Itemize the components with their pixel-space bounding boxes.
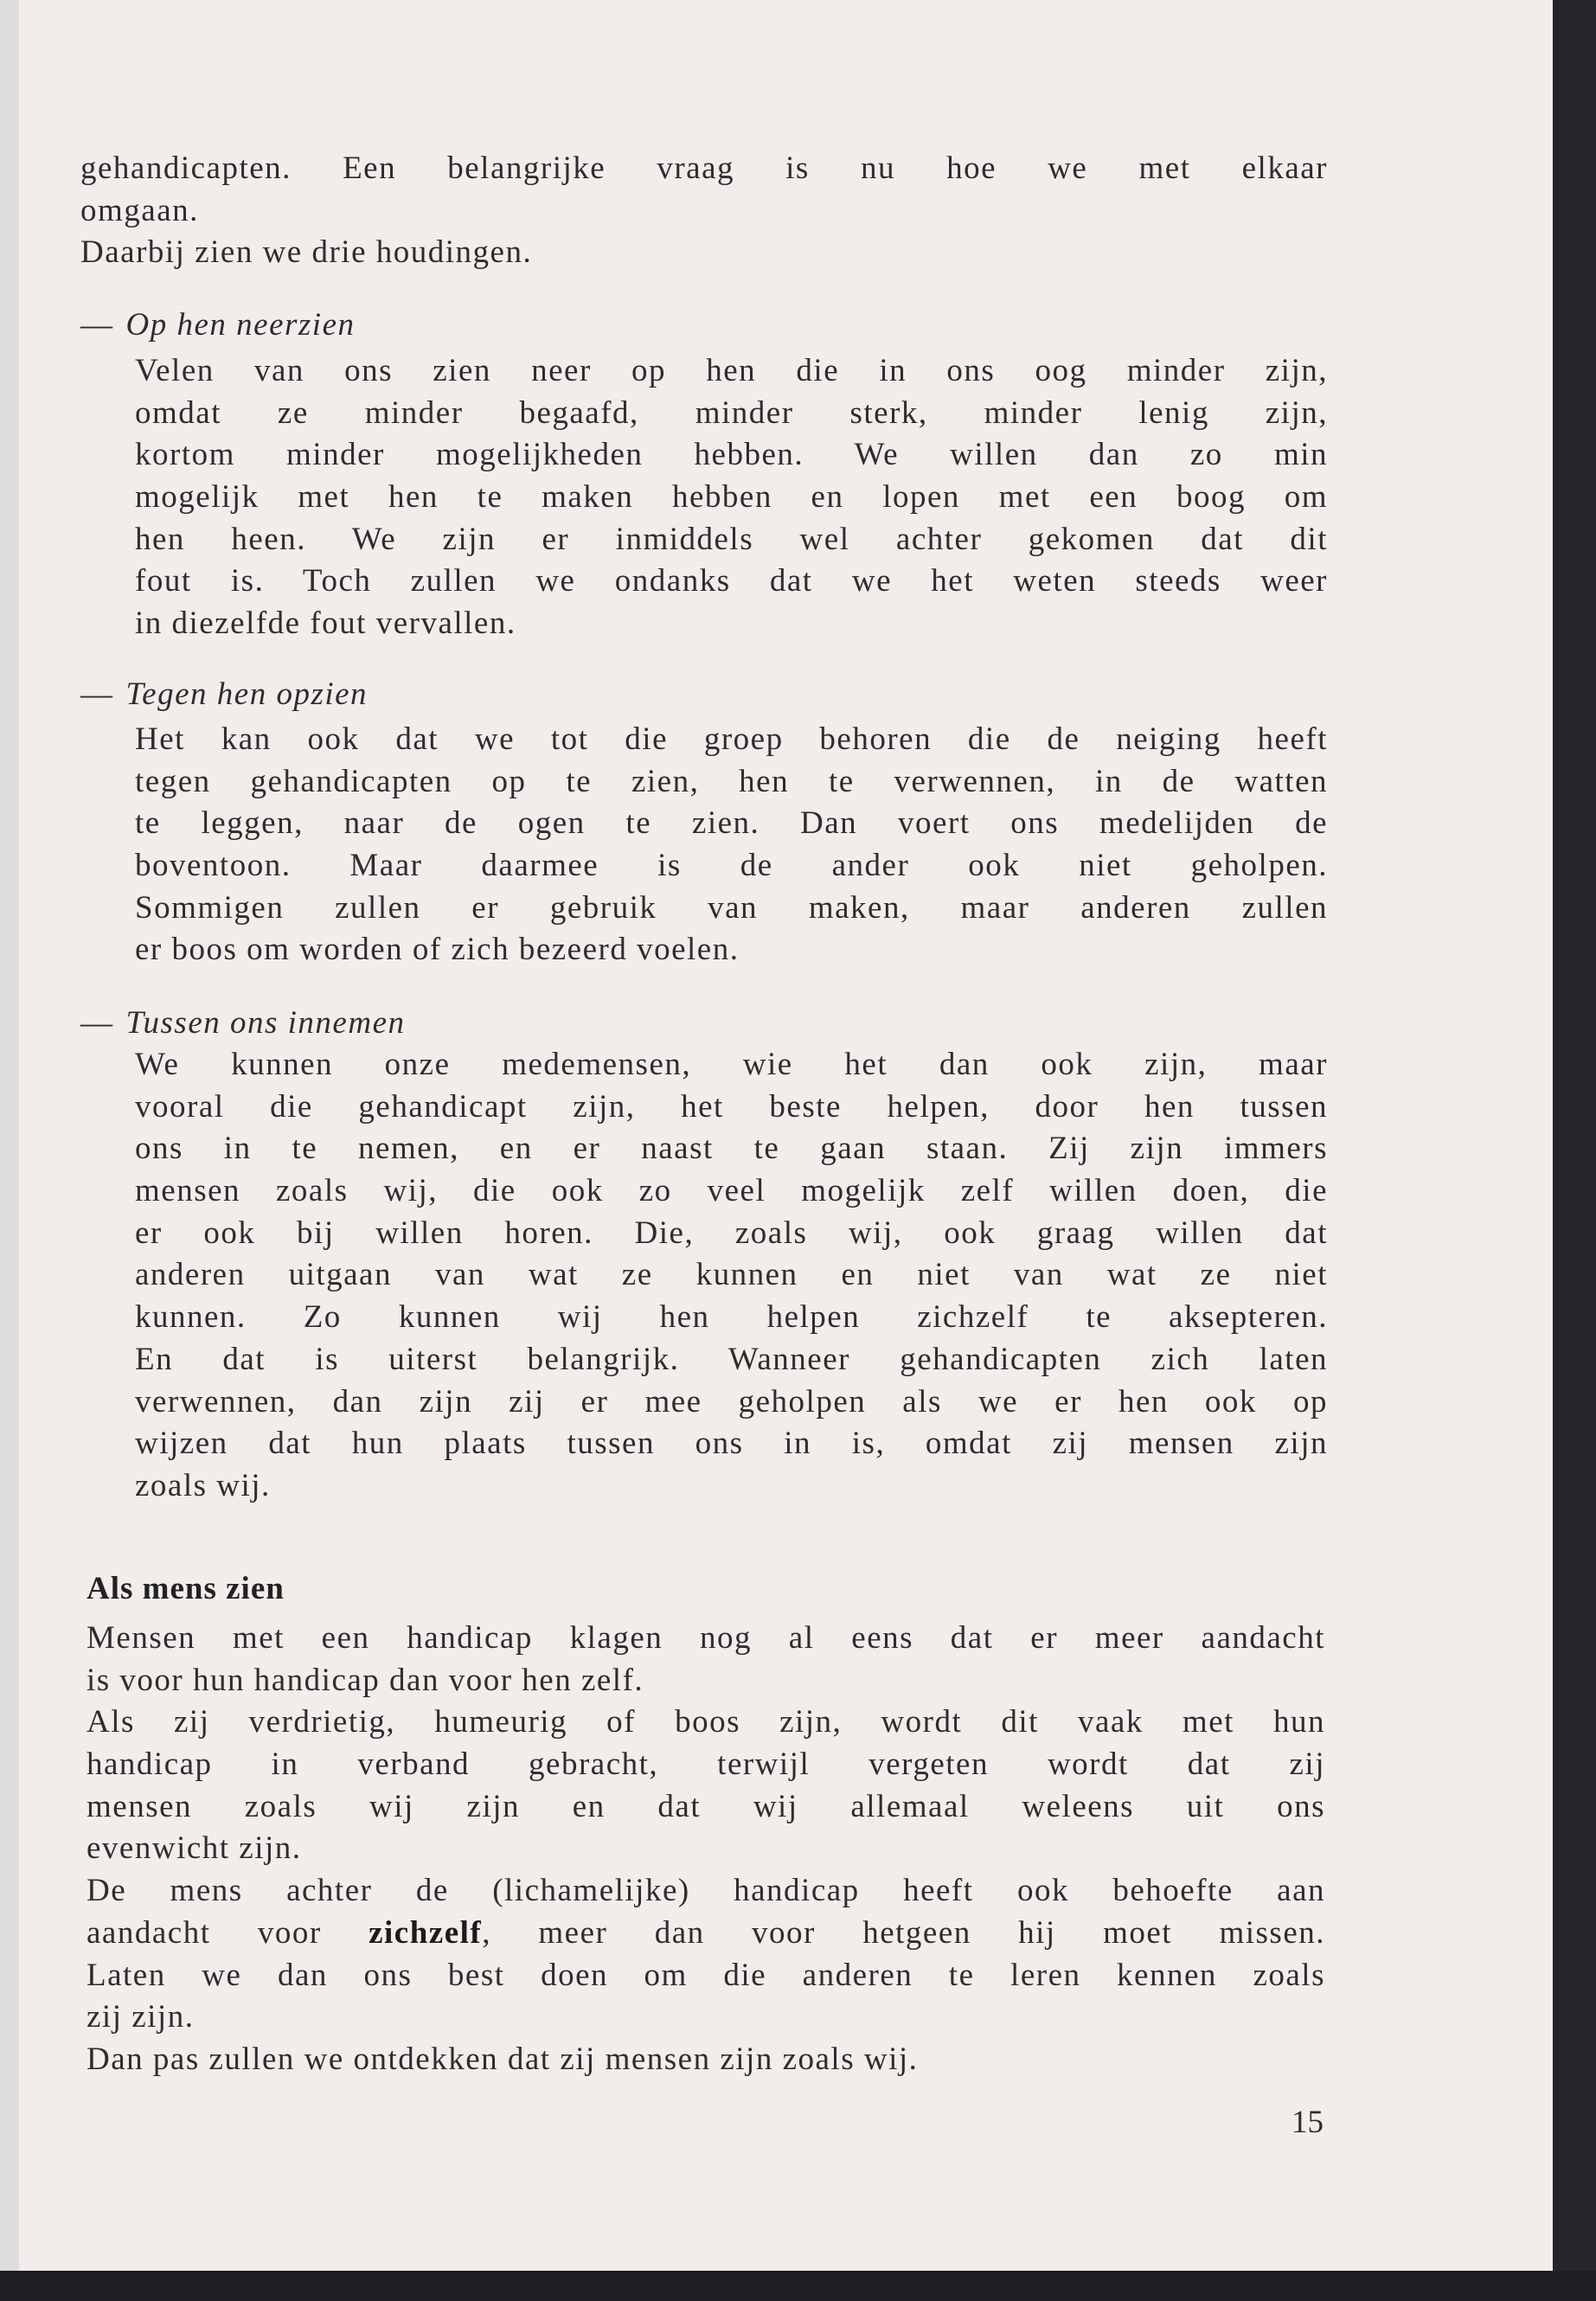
page-number: 15	[1292, 2105, 1324, 2140]
intro-paragraph	[80, 148, 1328, 274]
text-line: Sommigen zullen er gebruik van maken, maar anderen zullen	[135, 889, 1328, 926]
section-paragraph	[87, 1618, 1325, 2081]
text-line: We kunnen onze medemensen, wie het dan ook zijn, maar	[135, 1047, 1328, 1082]
text-line: Als zij verdrietig, humeurig of boos zijn, wordt dit vaak met hun	[87, 1704, 1325, 1740]
text-line: En dat is uiterst belangrijk. Wanneer gehandicapten zich laten	[135, 1341, 1328, 1377]
text-line: mensen zoals wij, die ook zo veel mogelijk zelf willen doen, die	[135, 1173, 1328, 1209]
emphasis: zichzelf	[369, 1914, 483, 1951]
attitude-paragraph	[135, 719, 1328, 971]
text-line: boventoon. Maar daarmee is de ander ook niet geholpen.	[135, 848, 1328, 884]
text-line: omdat ze minder begaafd, minder sterk, minder lenig zijn,	[135, 394, 1328, 431]
text-line: te leggen, naar de ogen te zien. Dan voert ons medelijden de	[135, 805, 1328, 842]
text-line: wijzen dat hun plaats tussen ons in is, omdat zij mensen zijn	[135, 1426, 1328, 1462]
text-line: er ook bij willen horen. Die, zoals wij, ook graag willen dat	[135, 1215, 1328, 1251]
text-line: handicap in verband gebracht, terwijl vergeten wordt dat zij	[87, 1747, 1325, 1783]
attitude-heading: — Op hen neerzien	[80, 307, 356, 343]
text-line: Daarbij zien we drie houdingen.	[80, 234, 533, 271]
text-line: anderen uitgaan van wat ze kunnen en niet van wat ze niet	[135, 1257, 1328, 1293]
text-line: omgaan.	[80, 192, 199, 228]
background-edge	[1553, 0, 1596, 2301]
text-line: Velen van ons zien neer op hen die in ons oog minder zijn,	[135, 353, 1328, 388]
text-line: Mensen met een handicap klagen nog al eens dat er meer aandacht	[87, 1620, 1325, 1656]
text-line: ons in te nemen, en er naast te gaan staan. Zij zijn immers	[135, 1131, 1328, 1167]
text-line: hen heen. We zijn er inmiddels wel achter gekomen dat dit	[135, 521, 1328, 557]
text-line: in diezelfde fout vervallen.	[135, 606, 516, 642]
attitude-paragraph	[135, 1044, 1328, 1508]
text-line: Het kan ook dat we tot die groep behoren die de neiging heeft	[135, 721, 1328, 757]
text-line: mensen zoals wij zijn en dat wij allemaal weleens uit ons	[87, 1788, 1325, 1824]
text-line: evenwicht zijn.	[87, 1830, 302, 1867]
text-line: vooral die gehandicapt zijn, het beste helpen, door hen tussen	[135, 1088, 1328, 1125]
text-line: verwennen, dan zijn zij er mee geholpen als we er hen ook op	[135, 1383, 1328, 1420]
text-line: er boos om worden of zich bezeerd voelen.	[135, 932, 740, 968]
section-heading: Als mens zien	[87, 1571, 285, 1606]
text-line: kortom minder mogelijkheden hebben. We willen dan zo min	[135, 437, 1328, 473]
text-line: De mens achter de (lichamelijke) handicap heeft ook behoefte aan	[87, 1873, 1325, 1909]
attitude-heading: — Tussen ons innemen	[80, 1005, 406, 1041]
text-line: Dan pas zullen we ontdekken dat zij mensen zijn zoals wij.	[87, 2041, 919, 2077]
text-line: kunnen. Zo kunnen wij hen helpen zichzelf te aksepteren.	[135, 1299, 1328, 1336]
text-line: zoals wij.	[135, 1467, 271, 1503]
background-edge-bottom	[0, 2271, 1596, 2301]
attitude-heading: — Tegen hen opzien	[80, 676, 369, 712]
text-line: tegen gehandicapten op te zien, hen te verwennen, in de watten	[135, 763, 1328, 799]
text-line: aandacht voor zichzelf, meer dan voor hetgeen hij moet missen.	[87, 1914, 1326, 1951]
text-line: mogelijk met hen te maken hebben en lopen met een boog om	[135, 479, 1328, 516]
text-line: zij zijn.	[87, 1999, 195, 2035]
text-line: gehandicapten. Een belangrijke vraag is nu hoe we met elkaar	[80, 151, 1328, 186]
text-line: fout is. Toch zullen we ondanks dat we het weten steeds weer	[135, 563, 1328, 599]
text-line: Laten we dan ons best doen om die anderen te leren kennen zoals	[87, 1957, 1325, 1993]
attitude-paragraph	[135, 350, 1328, 645]
text-line: is voor hun handicap dan voor hen zelf.	[87, 1662, 644, 1698]
